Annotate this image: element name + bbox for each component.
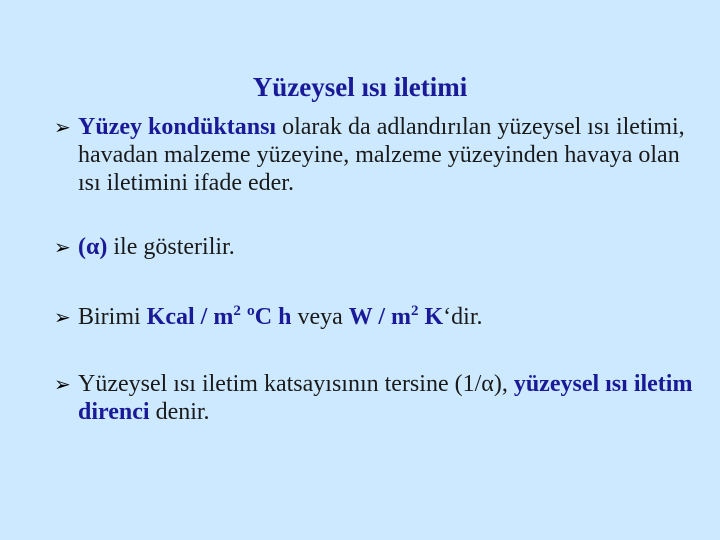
- arrow-bullet-icon: ➢: [54, 305, 71, 329]
- unit-watt: W / $m^2$ K: [348, 303, 444, 330]
- unit-superscript: 2: [410, 303, 419, 319]
- unit-connector: veya: [291, 304, 349, 330]
- bullet-body-text: olarak da adlandırılan yüzeysel ısı iletimi, havadan malzeme yüzeyine, malzeme yüzeyinden havaya olan ısı iletimini ifade eder.: [78, 114, 685, 196]
- bullet-body-text: ile gösterilir.: [107, 234, 235, 260]
- arrow-bullet-icon: ➢: [54, 115, 71, 139]
- bullet-surface-conductance: [56, 113, 696, 197]
- unit-kcal: Kcal / $m^2$ ºC h: [146, 303, 292, 330]
- highlight-term: Yüzey kondüktansı: [78, 114, 277, 140]
- highlight-term: yüzeysel ısı iletim direnci: [78, 371, 693, 425]
- bullet-text: [78, 303, 696, 331]
- unit-prefix: Birimi: [78, 304, 147, 330]
- bullet-suffix-text: denir.: [149, 399, 210, 425]
- bullet-resistance: [56, 370, 696, 426]
- arrow-bullet-icon: ➢: [54, 372, 71, 396]
- slide-title: Yüzeysel ısı iletimi: [252, 72, 468, 102]
- bullet-text: [78, 233, 696, 261]
- unit-superscript: 2: [233, 303, 241, 319]
- bullet-body-text: Yüzeysel ısı iletim katsayısının tersine (1/α),: [78, 371, 514, 397]
- unit-suffix: ‘dir.: [443, 304, 483, 330]
- bullet-text: [78, 370, 696, 426]
- highlight-symbol: (α): [78, 234, 108, 260]
- arrow-bullet-icon: ➢: [54, 235, 71, 259]
- bullet-text: [78, 113, 696, 197]
- bullet-unit: [56, 303, 696, 331]
- bullet-symbol: [56, 233, 696, 261]
